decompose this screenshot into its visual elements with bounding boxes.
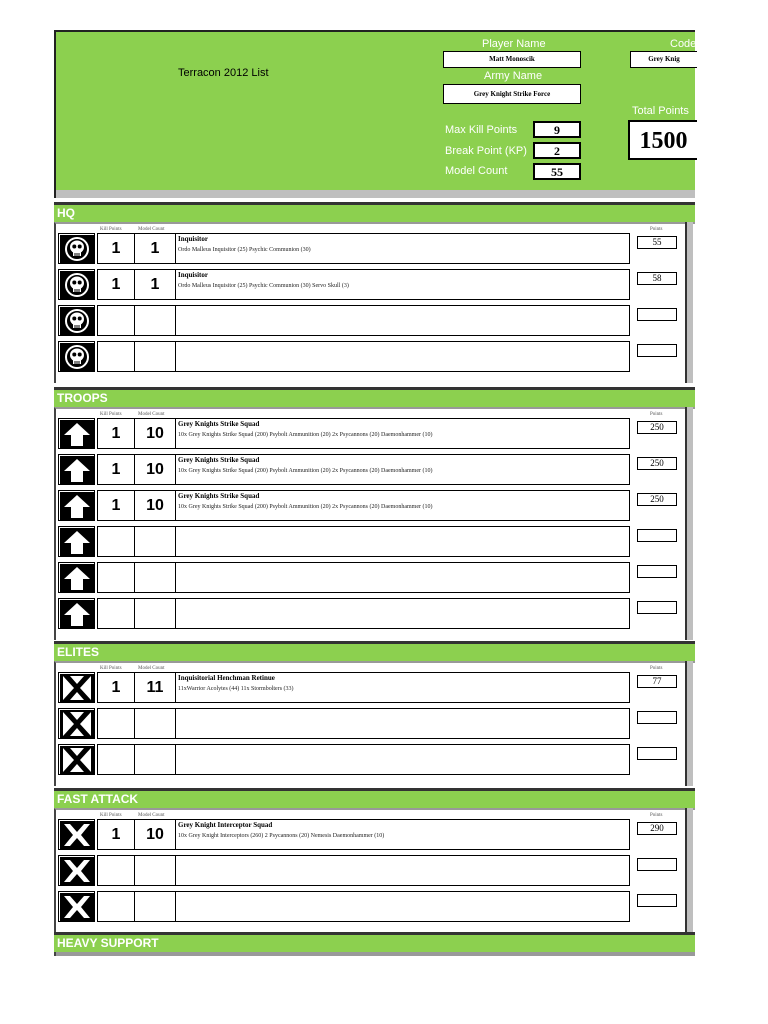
unit-row — [58, 341, 686, 372]
unit-row — [58, 562, 686, 593]
code-field[interactable]: Grey Knig — [630, 51, 697, 68]
unit-description-cell[interactable] — [175, 562, 630, 593]
unit-name: Inquisitor — [178, 235, 208, 243]
kill-points-cell[interactable] — [97, 305, 135, 336]
unit-name: Inquisitorial Henchman Retinue — [178, 674, 275, 682]
unit-description-cell[interactable] — [175, 418, 630, 449]
unit-name: Grey Knight Interceptor Squad — [178, 821, 273, 829]
unit-row — [58, 744, 686, 775]
unit-points-field[interactable] — [637, 529, 677, 542]
model-count-header: Model Count — [138, 666, 165, 671]
section-title-hq: HQ — [54, 205, 695, 222]
section-body-heavy-support — [54, 952, 695, 956]
model-count-cell[interactable] — [134, 305, 176, 336]
points-header: Points — [650, 813, 663, 818]
player-name-field[interactable]: Matt Monoscik — [443, 51, 581, 68]
unit-row — [58, 891, 686, 922]
unit-points-field[interactable] — [637, 601, 677, 614]
kill-points-cell[interactable]: 1 — [97, 454, 135, 485]
break-point-value: 2 — [533, 142, 581, 159]
section-title-fast-attack: FAST ATTACK — [54, 791, 695, 808]
skull-icon — [58, 269, 95, 300]
model-count-cell[interactable] — [134, 708, 176, 739]
model-count-cell[interactable] — [134, 562, 176, 593]
unit-points-field[interactable] — [637, 711, 677, 724]
unit-options: 11xWarrior Acolytes (44) 11x Stormbolters (33) — [178, 686, 294, 692]
army-name-label: Army Name — [484, 70, 543, 82]
unit-points-field[interactable]: 250 — [637, 493, 677, 506]
model-count-header: Model Count — [138, 227, 165, 232]
unit-description-cell[interactable] — [175, 855, 630, 886]
kill-points-cell[interactable]: 1 — [97, 233, 135, 264]
section-scroll-edge — [685, 407, 693, 640]
kill-points-header: Kill Points — [100, 227, 122, 232]
kill-points-cell[interactable]: 1 — [97, 819, 135, 850]
model-count-cell[interactable] — [134, 598, 176, 629]
model-count-label: Model Count — [445, 165, 508, 177]
unit-row — [58, 672, 686, 703]
total-points-value: 1500 — [628, 120, 697, 160]
section-title-troops: TROOPS — [54, 390, 695, 407]
unit-options: Ordo Malleus Inquisitor (25) Psychic Communion (30) Servo Skull (3) — [178, 283, 349, 289]
arrow-up-icon — [58, 454, 95, 485]
model-count-cell[interactable]: 10 — [134, 819, 176, 850]
kill-points-cell[interactable]: 1 — [97, 269, 135, 300]
unit-row — [58, 490, 686, 521]
kill-points-cell[interactable] — [97, 855, 135, 886]
model-count-cell[interactable]: 1 — [134, 269, 176, 300]
section-scroll-edge — [685, 808, 693, 933]
arrow-up-icon — [58, 418, 95, 449]
unit-row — [58, 526, 686, 557]
max-kill-points-value: 9 — [533, 121, 581, 138]
model-count-cell[interactable]: 10 — [134, 490, 176, 521]
arrow-up-icon — [58, 490, 95, 521]
unit-description-cell[interactable] — [175, 598, 630, 629]
unit-row — [58, 819, 686, 850]
player-name-label: Player Name — [482, 38, 546, 50]
max-kill-points-label: Max Kill Points — [445, 124, 518, 136]
points-header: Points — [650, 227, 663, 232]
unit-options: 10x Grey Knights Strike Squad (200) Psybolt Ammunition (20) 2x Psycannons (20) Daemonhammer (10) — [178, 504, 433, 510]
unit-name: Inquisitor — [178, 271, 208, 279]
code-label: Code — [670, 38, 697, 50]
arrow-up-icon — [58, 526, 95, 557]
unit-options: 10x Grey Knight Interceptors (260) 2 Psycannons (20) Nemesis Daemonhammer (10) — [178, 833, 385, 839]
kill-points-cell[interactable] — [97, 562, 135, 593]
unit-options: 10x Grey Knights Strike Squad (200) Psybolt Ammunition (20) 2x Psycannons (20) Daemonhammer (10) — [178, 432, 433, 438]
kill-points-cell[interactable]: 1 — [97, 672, 135, 703]
kill-points-cell[interactable]: 1 — [97, 490, 135, 521]
header-divider — [54, 190, 695, 198]
unit-description-cell[interactable] — [175, 341, 630, 372]
unit-description-cell[interactable] — [175, 891, 630, 922]
model-count-cell[interactable] — [134, 744, 176, 775]
unit-options: 10x Grey Knights Strike Squad (200) Psybolt Ammunition (20) 2x Psycannons (20) Daemonhammer (10) — [178, 468, 433, 474]
kill-points-cell[interactable] — [97, 708, 135, 739]
unit-description-cell[interactable] — [175, 305, 630, 336]
unit-points-field[interactable]: 250 — [637, 457, 677, 470]
skull-icon — [58, 305, 95, 336]
model-count-cell[interactable]: 11 — [134, 672, 176, 703]
unit-row — [58, 305, 686, 336]
points-header: Points — [650, 666, 663, 671]
unit-points-field[interactable] — [637, 344, 677, 357]
elites-cross-icon — [58, 672, 95, 703]
kill-points-cell[interactable]: 1 — [97, 418, 135, 449]
total-points-label: Total Points — [632, 105, 689, 117]
unit-row — [58, 708, 686, 739]
break-point-label: Break Point (KP) — [445, 145, 527, 157]
kill-points-cell[interactable] — [97, 891, 135, 922]
model-count-header: Model Count — [138, 813, 165, 818]
elites-cross-icon — [58, 744, 95, 775]
unit-points-field[interactable]: 290 — [637, 822, 677, 835]
kill-points-cell[interactable] — [97, 598, 135, 629]
unit-points-field[interactable] — [637, 894, 677, 907]
list-title: Terracon 2012 List — [178, 67, 269, 79]
army-list-header — [54, 30, 695, 190]
unit-row — [58, 598, 686, 629]
model-count-cell[interactable] — [134, 891, 176, 922]
unit-points-field[interactable]: 77 — [637, 675, 677, 688]
army-name-field[interactable]: Grey Knight Strike Force — [443, 84, 581, 104]
kill-points-cell[interactable] — [97, 341, 135, 372]
unit-row — [58, 233, 686, 264]
unit-description-cell[interactable] — [175, 672, 630, 703]
unit-description-cell[interactable] — [175, 454, 630, 485]
model-count-value: 55 — [533, 163, 581, 180]
unit-description-cell[interactable] — [175, 233, 630, 264]
x-cross-icon — [58, 819, 95, 850]
unit-row — [58, 855, 686, 886]
kill-points-cell[interactable] — [97, 526, 135, 557]
unit-points-field[interactable] — [637, 308, 677, 321]
model-count-cell[interactable]: 1 — [134, 233, 176, 264]
unit-row — [58, 269, 686, 300]
model-count-cell[interactable]: 10 — [134, 418, 176, 449]
kill-points-header: Kill Points — [100, 813, 122, 818]
kill-points-header: Kill Points — [100, 412, 122, 417]
unit-description-cell[interactable] — [175, 526, 630, 557]
model-count-header: Model Count — [138, 412, 165, 417]
points-header: Points — [650, 412, 663, 417]
section-title-elites: ELITES — [54, 644, 695, 661]
unit-name: Grey Knights Strike Squad — [178, 492, 260, 500]
unit-options: Ordo Malleus Inquisitor (25) Psychic Communion (30) — [178, 247, 311, 253]
section-scroll-edge — [685, 222, 693, 383]
unit-description-cell[interactable] — [175, 269, 630, 300]
elites-cross-icon — [58, 708, 95, 739]
section-scroll-edge — [685, 661, 693, 786]
unit-description-cell[interactable] — [175, 490, 630, 521]
unit-description-cell[interactable] — [175, 744, 630, 775]
model-count-cell[interactable]: 10 — [134, 454, 176, 485]
model-count-cell[interactable] — [134, 526, 176, 557]
kill-points-cell[interactable] — [97, 744, 135, 775]
unit-name: Grey Knights Strike Squad — [178, 420, 260, 428]
unit-points-field[interactable]: 250 — [637, 421, 677, 434]
unit-points-field[interactable] — [637, 858, 677, 871]
model-count-cell[interactable] — [134, 341, 176, 372]
skull-icon — [58, 233, 95, 264]
unit-row — [58, 418, 686, 449]
x-cross-icon — [58, 855, 95, 886]
x-cross-icon — [58, 891, 95, 922]
unit-name: Grey Knights Strike Squad — [178, 456, 260, 464]
kill-points-header: Kill Points — [100, 666, 122, 671]
unit-points-field[interactable] — [637, 565, 677, 578]
model-count-cell[interactable] — [134, 855, 176, 886]
unit-description-cell[interactable] — [175, 708, 630, 739]
section-title-heavy-support: HEAVY SUPPORT — [54, 935, 695, 952]
unit-points-field[interactable] — [637, 747, 677, 760]
skull-icon — [58, 341, 95, 372]
unit-points-field[interactable]: 58 — [637, 272, 677, 285]
unit-description-cell[interactable] — [175, 819, 630, 850]
arrow-up-icon — [58, 562, 95, 593]
unit-points-field[interactable]: 55 — [637, 236, 677, 249]
unit-row — [58, 454, 686, 485]
arrow-up-icon — [58, 598, 95, 629]
